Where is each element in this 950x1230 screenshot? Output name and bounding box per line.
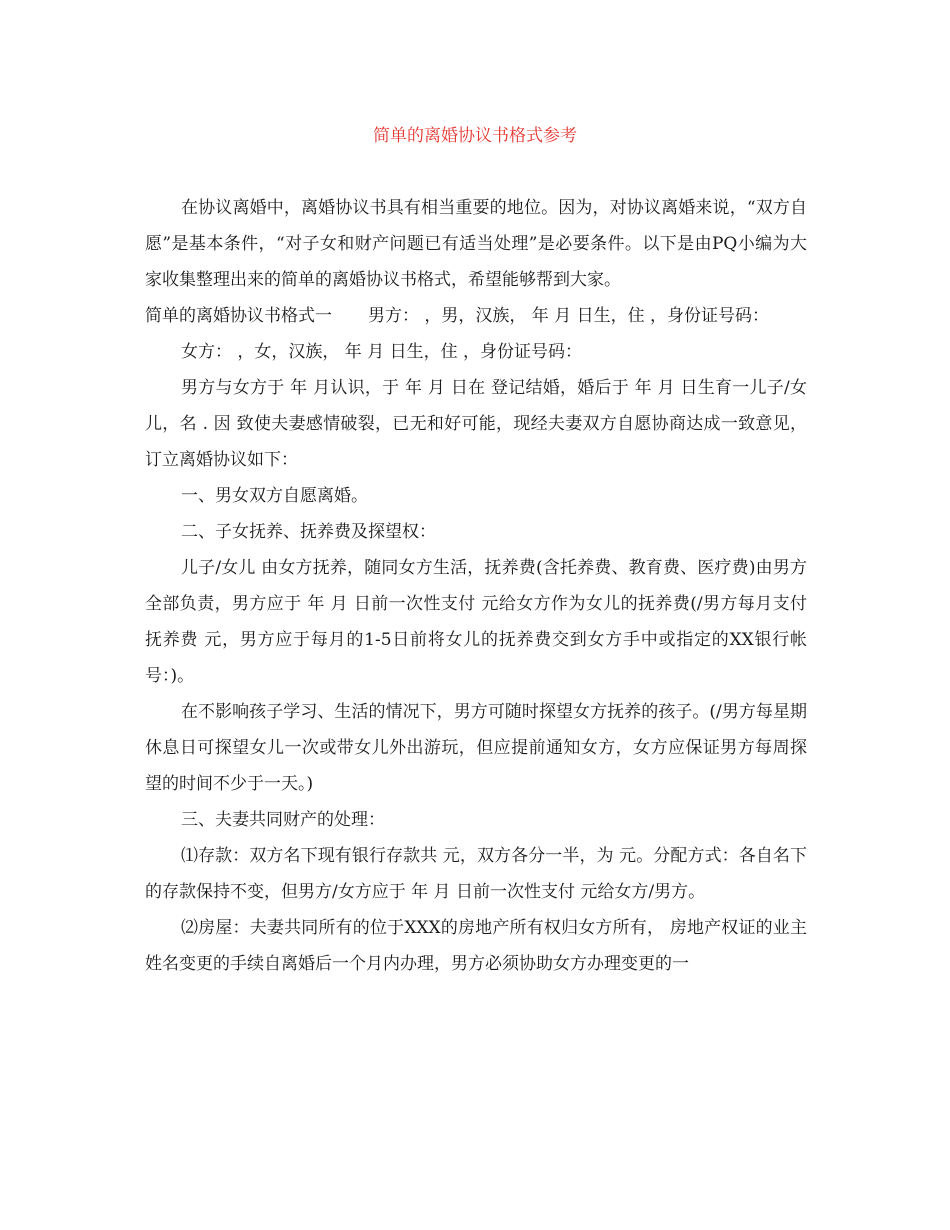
clause-3-heading: 三、夫妻共同财产的处理： — [181, 810, 385, 830]
document-body — [145, 190, 807, 982]
clause-2-heading: 二、子女抚养、抚养费及探望权： — [181, 522, 436, 542]
background-paragraph: 男方与女方于 年 月认识，于 年 月 日在 登记结婚，婚后于 年 月 日生育一儿子/女儿，名 . 因 致使夫妻感情破裂，已无和好可能，现经夫妻双方自愿协商达成一致意见，订立离婚协议如下： — [145, 378, 807, 470]
intro-paragraph: 在协议离婚中，离婚协议书具有相当重要的地位。因为，对协议离婚来说，“双方自愿”是基本条件，“对子女和财产问题已有适当处理”是必要条件。以下是由PQ小编为大家收集整理出来的简单的离婚协议书格式，希望能够帮到大家。 — [145, 198, 807, 290]
clause-2-custody-paragraph: 儿子/女儿 由女方抚养，随同女方生活，抚养费(含托养费、教育费、医疗费)由男方全部负责，男方应于 年 月 日前一次性支付 元给女方作为女儿的抚养费(/男方每月支付抚养费 元，男方应于每月的1-5日前将女儿的抚养费交到女方手中或指定的XX银行帐号：)。 — [145, 558, 807, 686]
female-party-paragraph: 女方： ，女，汉族， 年 月 日生，住 ，身份证号码： — [181, 342, 583, 362]
clause-3-house-paragraph: ⑵房屋：夫妻共同所有的位于XXX的房地产所有权归女方所有， 房地产权证的业主姓名变更的手续自离婚后一个月内办理，男方必须协助女方办理变更的一 — [145, 918, 807, 974]
section-heading: 简单的离婚协议书格式一 — [145, 306, 332, 326]
document-title: 简单的离婚协议书格式参考 — [373, 126, 577, 146]
clause-3-deposits-paragraph: ⑴存款：双方名下现有银行存款共 元，双方各分一半，为 元。分配方式：各自名下的存款保持不变，但男方/女方应于 年 月 日前一次性支付 元给女方/男方。 — [145, 846, 807, 902]
male-party-paragraph: 男方： ，男，汉族， 年 月 日生，住 ，身份证号码： — [368, 306, 770, 326]
clause-1-paragraph: 一、男女双方自愿离婚。 — [181, 486, 368, 506]
clause-2-visitation-paragraph: 在不影响孩子学习、生活的情况下，男方可随时探望女方抚养的孩子。(/男方每星期休息日可探望女儿一次或带女儿外出游玩，但应提前通知女方，女方应保证男方每周探望的时间不少于一天。) — [145, 702, 807, 794]
section-heading-line — [145, 298, 807, 334]
